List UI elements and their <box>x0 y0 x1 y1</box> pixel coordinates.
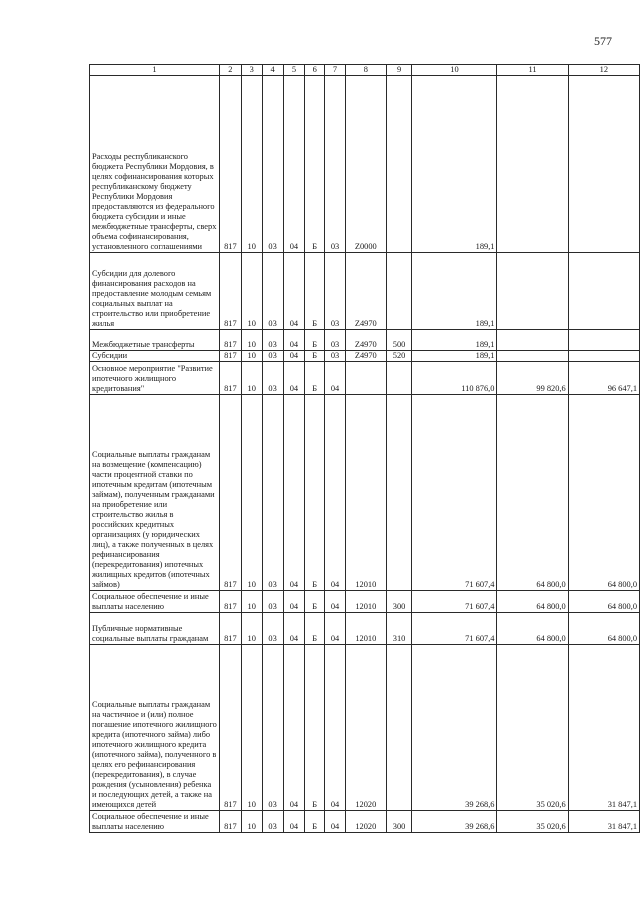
cell-col-8: 12010 <box>345 395 386 591</box>
cell-col-4: 03 <box>262 645 283 811</box>
cell-col-11 <box>497 330 568 351</box>
cell-col-5: 04 <box>283 811 305 833</box>
cell-col-7: 04 <box>325 811 346 833</box>
table-row <box>90 613 640 645</box>
cell-col-8: Z0000 <box>345 76 386 253</box>
cell-col-9: 520 <box>386 351 412 362</box>
row-description: Социальное обеспечение и иные выплаты населению <box>90 811 220 833</box>
cell-col-3: 10 <box>241 330 262 351</box>
column-header-6: 6 <box>305 65 325 76</box>
cell-col-5: 04 <box>283 330 305 351</box>
cell-col-11: 64 800,0 <box>497 613 568 645</box>
table-row <box>90 76 640 253</box>
cell-col-2: 817 <box>219 645 241 811</box>
cell-col-11: 64 800,0 <box>497 591 568 613</box>
cell-col-8: 12010 <box>345 613 386 645</box>
cell-col-12: 64 800,0 <box>568 613 639 645</box>
table-row <box>90 330 640 351</box>
cell-col-3: 10 <box>241 591 262 613</box>
column-header-4: 4 <box>262 65 283 76</box>
cell-col-3: 10 <box>241 351 262 362</box>
cell-col-2: 817 <box>219 253 241 330</box>
cell-col-6: Б <box>305 330 325 351</box>
cell-col-7: 04 <box>325 645 346 811</box>
row-description: Публичные нормативные социальные выплаты гражданам <box>90 613 220 645</box>
cell-col-2: 817 <box>219 351 241 362</box>
cell-col-4: 03 <box>262 330 283 351</box>
cell-col-10: 71 607,4 <box>412 613 497 645</box>
cell-col-4: 03 <box>262 362 283 395</box>
cell-col-9 <box>386 76 412 253</box>
cell-col-5: 04 <box>283 395 305 591</box>
cell-col-5: 04 <box>283 351 305 362</box>
cell-col-3: 10 <box>241 811 262 833</box>
cell-col-5: 04 <box>283 645 305 811</box>
cell-col-11: 64 800,0 <box>497 395 568 591</box>
cell-col-10: 39 268,6 <box>412 645 497 811</box>
cell-col-6: Б <box>305 351 325 362</box>
cell-col-3: 10 <box>241 362 262 395</box>
cell-col-3: 10 <box>241 76 262 253</box>
row-description: Межбюджетные трансферты <box>90 330 220 351</box>
cell-col-4: 03 <box>262 395 283 591</box>
budget-table <box>89 64 640 833</box>
cell-col-12: 31 847,1 <box>568 811 639 833</box>
cell-col-5: 04 <box>283 362 305 395</box>
column-header-10: 10 <box>412 65 497 76</box>
cell-col-2: 817 <box>219 330 241 351</box>
cell-col-8: 12010 <box>345 591 386 613</box>
cell-col-11: 35 020,6 <box>497 811 568 833</box>
cell-col-10: 39 268,6 <box>412 811 497 833</box>
cell-col-11: 35 020,6 <box>497 645 568 811</box>
row-description: Расходы республиканского бюджета Республики Мордовия, в целях софинансирования которых республиканскому бюджету Республики Мордовия предоставляются из федерального бюджета субсидии и иные межбюджетные трансферты, сверх объема софинансирования, установленного соглашениями <box>90 76 220 253</box>
cell-col-12 <box>568 253 639 330</box>
table-row <box>90 591 640 613</box>
column-header-5: 5 <box>283 65 305 76</box>
cell-col-10: 71 607,4 <box>412 591 497 613</box>
cell-col-8: 12020 <box>345 645 386 811</box>
cell-col-12 <box>568 351 639 362</box>
cell-col-6: Б <box>305 811 325 833</box>
table-row <box>90 811 640 833</box>
cell-col-11 <box>497 351 568 362</box>
cell-col-5: 04 <box>283 253 305 330</box>
cell-col-7: 03 <box>325 351 346 362</box>
cell-col-2: 817 <box>219 76 241 253</box>
cell-col-3: 10 <box>241 253 262 330</box>
cell-col-12 <box>568 76 639 253</box>
cell-col-8: 12020 <box>345 811 386 833</box>
column-header-2: 2 <box>219 65 241 76</box>
cell-col-6: Б <box>305 76 325 253</box>
cell-col-9 <box>386 253 412 330</box>
table-row <box>90 253 640 330</box>
cell-col-4: 03 <box>262 591 283 613</box>
cell-col-4: 03 <box>262 613 283 645</box>
cell-col-6: Б <box>305 362 325 395</box>
column-header-3: 3 <box>241 65 262 76</box>
page-number: 577 <box>594 34 612 48</box>
table-row <box>90 362 640 395</box>
row-description: Субсидии для долевого финансирования расходов на предоставление молодым семьям социальных выплат на строительство или приобретение жилья <box>90 253 220 330</box>
cell-col-3: 10 <box>241 613 262 645</box>
cell-col-5: 04 <box>283 591 305 613</box>
cell-col-12: 96 647,1 <box>568 362 639 395</box>
cell-col-9: 310 <box>386 613 412 645</box>
cell-col-9 <box>386 645 412 811</box>
cell-col-7: 04 <box>325 362 346 395</box>
cell-col-5: 04 <box>283 76 305 253</box>
cell-col-10: 189,1 <box>412 76 497 253</box>
cell-col-10: 71 607,4 <box>412 395 497 591</box>
cell-col-9: 300 <box>386 591 412 613</box>
cell-col-7: 04 <box>325 591 346 613</box>
cell-col-7: 03 <box>325 253 346 330</box>
cell-col-9 <box>386 395 412 591</box>
cell-col-12: 31 847,1 <box>568 645 639 811</box>
table-row <box>90 395 640 591</box>
cell-col-11: 99 820,6 <box>497 362 568 395</box>
cell-col-9: 500 <box>386 330 412 351</box>
cell-col-6: Б <box>305 253 325 330</box>
column-header-1: 1 <box>90 65 220 76</box>
cell-col-2: 817 <box>219 613 241 645</box>
cell-col-7: 03 <box>325 330 346 351</box>
cell-col-7: 03 <box>325 76 346 253</box>
cell-col-10: 189,1 <box>412 330 497 351</box>
cell-col-2: 817 <box>219 395 241 591</box>
cell-col-7: 04 <box>325 395 346 591</box>
cell-col-10: 110 876,0 <box>412 362 497 395</box>
row-description: Основное мероприятие "Развитие ипотечного жилищного кредитования" <box>90 362 220 395</box>
table-row <box>90 351 640 362</box>
cell-col-8: Z4970 <box>345 351 386 362</box>
cell-col-11 <box>497 76 568 253</box>
cell-col-6: Б <box>305 613 325 645</box>
cell-col-4: 03 <box>262 76 283 253</box>
cell-col-5: 04 <box>283 613 305 645</box>
cell-col-6: Б <box>305 645 325 811</box>
column-header-12: 12 <box>568 65 639 76</box>
cell-col-7: 04 <box>325 613 346 645</box>
cell-col-6: Б <box>305 395 325 591</box>
row-description: Социальные выплаты гражданам на возмещение (компенсацию) части процентной ставки по ипотечным кредитам (ипотечным займам), полученным гражданами на приобретение или строительство жилья в российских кредитных организациях (у юридических лиц), а также полученных в целях рефинансирования (перекредитования) ипотечных жилищных кредитов (ипотечных займов) <box>90 395 220 591</box>
cell-col-2: 817 <box>219 811 241 833</box>
cell-col-4: 03 <box>262 351 283 362</box>
column-header-11: 11 <box>497 65 568 76</box>
cell-col-9: 300 <box>386 811 412 833</box>
row-description: Социальные выплаты гражданам на частичное и (или) полное погашение ипотечного жилищного кредита (ипотечного займа) либо ипотечного жилищного кредита (ипотечного займа), полученного в целях его рефинансирования (перекредитования), в случае рождения (усыновления) ребенка и последующих детей, а также на имеющихся детей <box>90 645 220 811</box>
cell-col-12: 64 800,0 <box>568 591 639 613</box>
cell-col-3: 10 <box>241 645 262 811</box>
column-header-8: 8 <box>345 65 386 76</box>
header-row <box>90 65 640 76</box>
column-header-7: 7 <box>325 65 346 76</box>
cell-col-2: 817 <box>219 362 241 395</box>
cell-col-9 <box>386 362 412 395</box>
cell-col-8: Z4970 <box>345 330 386 351</box>
cell-col-6: Б <box>305 591 325 613</box>
cell-col-12: 64 800,0 <box>568 395 639 591</box>
table-row <box>90 645 640 811</box>
cell-col-3: 10 <box>241 395 262 591</box>
cell-col-4: 03 <box>262 253 283 330</box>
row-description: Социальное обеспечение и иные выплаты населению <box>90 591 220 613</box>
column-header-9: 9 <box>386 65 412 76</box>
cell-col-8 <box>345 362 386 395</box>
cell-col-12 <box>568 330 639 351</box>
cell-col-4: 03 <box>262 811 283 833</box>
cell-col-11 <box>497 253 568 330</box>
cell-col-10: 189,1 <box>412 253 497 330</box>
cell-col-2: 817 <box>219 591 241 613</box>
row-description: Субсидии <box>90 351 220 362</box>
cell-col-8: Z4970 <box>345 253 386 330</box>
cell-col-10: 189,1 <box>412 351 497 362</box>
